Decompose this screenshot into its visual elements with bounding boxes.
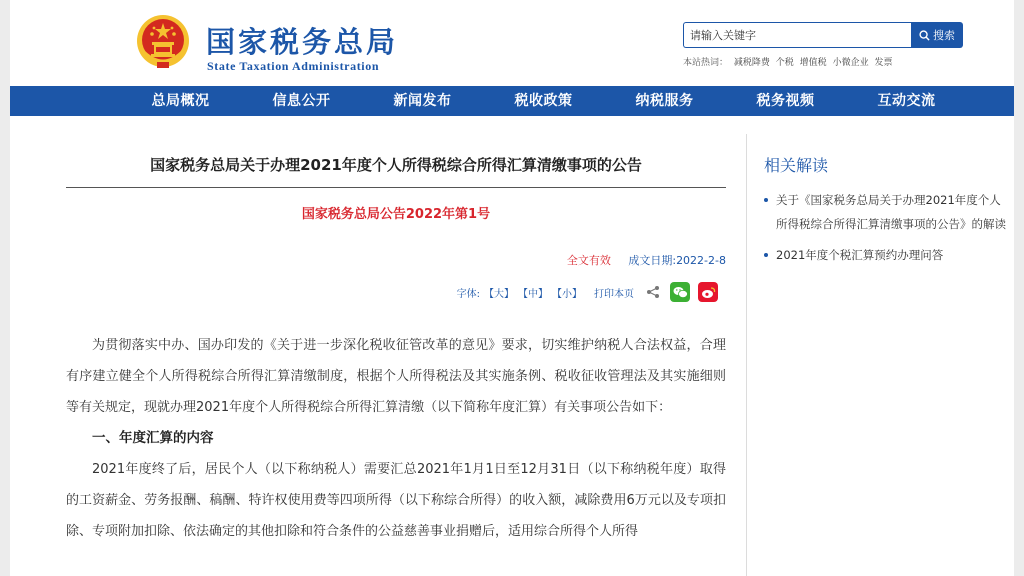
search-icon xyxy=(919,30,930,41)
sidebar-title: 相关解读 xyxy=(764,156,829,175)
weibo-share-button[interactable] xyxy=(698,282,718,302)
title-divider xyxy=(66,187,726,188)
date-label: 成文日期: xyxy=(628,254,677,267)
hotword-link[interactable]: 个税 xyxy=(775,58,794,68)
hotwords-label: 本站热词： xyxy=(683,58,729,68)
print-button[interactable]: 打印本页 xyxy=(594,288,634,300)
related-link-interpretation[interactable]: 关于《国家税务总局关于办理2021年度个人所得税综合所得汇算清缴事项的公告》的解读 xyxy=(762,188,1007,236)
hotword-link[interactable]: 小微企业 xyxy=(832,58,869,68)
article-tools xyxy=(457,280,718,304)
national-emblem-icon[interactable] xyxy=(136,14,190,70)
search-button-label: 搜索 xyxy=(933,29,955,42)
main-nav xyxy=(10,86,1014,116)
nav-item-overview[interactable]: 总局概况 xyxy=(151,93,210,109)
article-paragraph: 2021年度终了后，居民个人（以下称纳税人）需要汇总2021年1月1日至12月31日（以下称纳税年度）取得的工资薪金、劳务报酬、稿酬、特许权使用费等四项所得（以下称综合所得）的收入额，减除费用6万元以及专项扣除、专项附加扣除、依法确定的其他扣除和符合条件的公益慈善事业捐赠后，适用综合所得个人所得 xyxy=(66,462,726,539)
validity-status: 全文有效 xyxy=(566,254,611,267)
search-button[interactable] xyxy=(911,22,963,48)
site-header xyxy=(10,0,1014,86)
nav-item-interaction[interactable]: 互动交流 xyxy=(877,93,936,109)
search-input[interactable] xyxy=(683,22,911,48)
font-small-button[interactable]: 【小】 xyxy=(552,288,582,300)
date-value: 2022-2-8 xyxy=(676,254,726,267)
nav-item-tax-policy[interactable]: 税收政策 xyxy=(514,93,573,109)
weibo-icon xyxy=(701,286,716,299)
nav-item-tax-video[interactable]: 税务视频 xyxy=(756,93,815,109)
hotword-link[interactable]: 增值税 xyxy=(799,58,827,68)
hotword-link[interactable]: 发票 xyxy=(874,58,893,68)
related-list xyxy=(762,188,1007,274)
font-large-button[interactable]: 【大】 xyxy=(484,288,514,300)
column-divider xyxy=(746,134,747,576)
search-box xyxy=(683,22,963,48)
article xyxy=(66,116,726,576)
article-body xyxy=(66,330,726,547)
site-title[interactable]: 国家税务总局 xyxy=(206,25,399,59)
wechat-icon xyxy=(673,286,688,299)
nav-item-taxpayer-service[interactable]: 纳税服务 xyxy=(635,93,694,109)
article-title: 国家税务总局关于办理2021年度个人所得税综合所得汇算清缴事项的公告 xyxy=(150,156,642,174)
page xyxy=(10,0,1014,576)
nav-item-news[interactable]: 新闻发布 xyxy=(393,93,452,109)
font-size-label: 字体: xyxy=(456,288,480,300)
article-meta xyxy=(567,252,726,268)
nav-item-info-disclosure[interactable]: 信息公开 xyxy=(272,93,331,109)
wechat-share-button[interactable] xyxy=(670,282,690,302)
font-medium-button[interactable]: 【中】 xyxy=(518,288,548,300)
site-title-english: State Taxation Administration xyxy=(207,59,380,73)
hotword-link[interactable]: 减税降费 xyxy=(733,58,770,68)
section-heading: 一、年度汇算的内容 xyxy=(92,430,214,446)
article-number: 国家税务总局公告2022年第1号 xyxy=(301,207,491,222)
article-paragraph: 为贯彻落实中办、国办印发的《关于进一步深化税收征管改革的意见》要求，切实维护纳税人合法权益，合理有序建立健全个人所得税综合所得汇算清缴制度，根据个人所得税法及其实施条例、税收征收管理法及其实施细则等有关规定，现就办理2021年度个人所得税综合所得汇算清缴（以下简称年度汇算）有关事项公告如下： xyxy=(66,338,726,415)
hotwords xyxy=(683,55,895,68)
related-link-qa[interactable]: 2021年度个税汇算预约办理问答 xyxy=(762,243,1007,267)
share-icon[interactable] xyxy=(646,285,660,299)
